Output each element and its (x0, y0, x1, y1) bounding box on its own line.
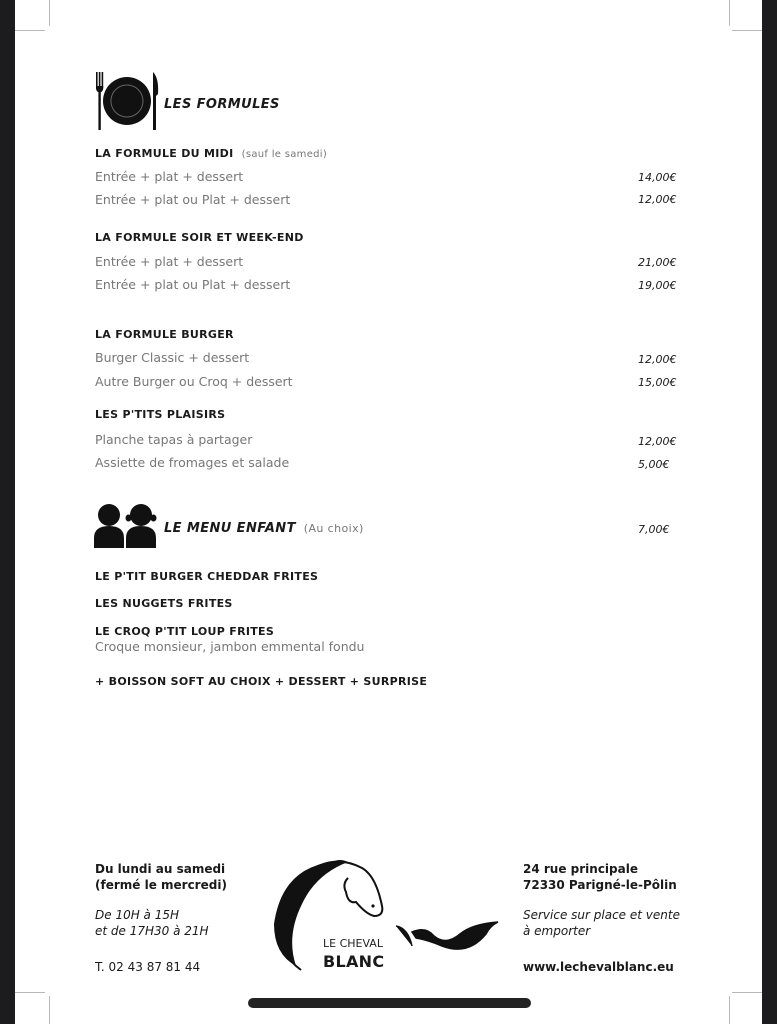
horse-logo-icon (272, 856, 504, 974)
menu-item-price: 21,00€ (638, 256, 677, 269)
kids-choice: LES NUGGETS FRITES (95, 597, 233, 610)
menu-item-price: 15,00€ (638, 376, 677, 389)
kids-choice: LE P'TIT BURGER CHEDDAR FRITES (95, 570, 319, 583)
menu-item-label: Entrée + plat + dessert (95, 254, 244, 269)
menu-item-price: 19,00€ (638, 279, 677, 292)
service-info: Service sur place et vente à emporter (523, 908, 680, 938)
menu-enfant-price: 7,00€ (638, 523, 670, 536)
menu-item-label: Entrée + plat ou Plat + dessert (95, 192, 291, 207)
menu-item-price: 12,00€ (638, 193, 677, 206)
crop-mark (729, 996, 730, 1024)
crop-mark (49, 0, 50, 26)
menu-item-label: Assiette de fromages et salade (95, 455, 290, 470)
menu-item-price: 5,00€ (638, 458, 670, 471)
kids-choice: LE CROQ P'TIT LOUP FRITES (95, 625, 275, 638)
kids-choice-desc: Croque monsieur, jambon emmental fondu (95, 639, 365, 654)
logo-text-line1: LE CHEVAL (323, 937, 383, 950)
menu-item-label: Burger Classic + dessert (95, 350, 250, 365)
group-heading: LA FORMULE BURGER (95, 328, 234, 341)
group-heading: LA FORMULE DU MIDI (sauf le samedi) (95, 147, 328, 160)
opening-hours: De 10H à 15H et de 17H30 à 21H (95, 908, 209, 938)
plate-cutlery-icon (93, 70, 161, 132)
section-title-menu-enfant: LE MENU ENFANT (Au choix) (164, 521, 364, 536)
menu-item-label: Entrée + plat + dessert (95, 169, 244, 184)
crop-mark (15, 30, 45, 31)
home-indicator[interactable] (248, 998, 531, 1008)
website-link[interactable]: www.lechevalblanc.eu (523, 960, 674, 974)
children-icon (93, 502, 159, 548)
crop-mark (49, 996, 50, 1024)
logo-text-line2: BLANC (323, 952, 385, 971)
crop-mark (732, 30, 762, 31)
menu-item-price: 12,00€ (638, 435, 677, 448)
menu-item-price: 14,00€ (638, 171, 677, 184)
group-heading: LA FORMULE SOIR ET WEEK-END (95, 231, 304, 244)
menu-item-label: Autre Burger ou Croq + dessert (95, 374, 293, 389)
menu-item-label: Planche tapas à partager (95, 432, 253, 447)
crop-mark (729, 0, 730, 26)
menu-item-price: 12,00€ (638, 353, 677, 366)
section-title-formules: LES FORMULES (164, 97, 280, 112)
address: 24 rue principale 72330 Parigné-le-Pôlin (523, 862, 677, 892)
kids-extras: + BOISSON SOFT AU CHOIX + DESSERT + SURPRISE (95, 675, 428, 688)
phone-number: T. 02 43 87 81 44 (95, 960, 201, 974)
menu-item-label: Entrée + plat ou Plat + dessert (95, 277, 291, 292)
crop-mark (15, 992, 45, 993)
opening-days: Du lundi au samedi (fermé le mercredi) (95, 862, 227, 892)
group-heading: LES P'TITS PLAISIRS (95, 408, 226, 421)
crop-mark (732, 992, 762, 993)
